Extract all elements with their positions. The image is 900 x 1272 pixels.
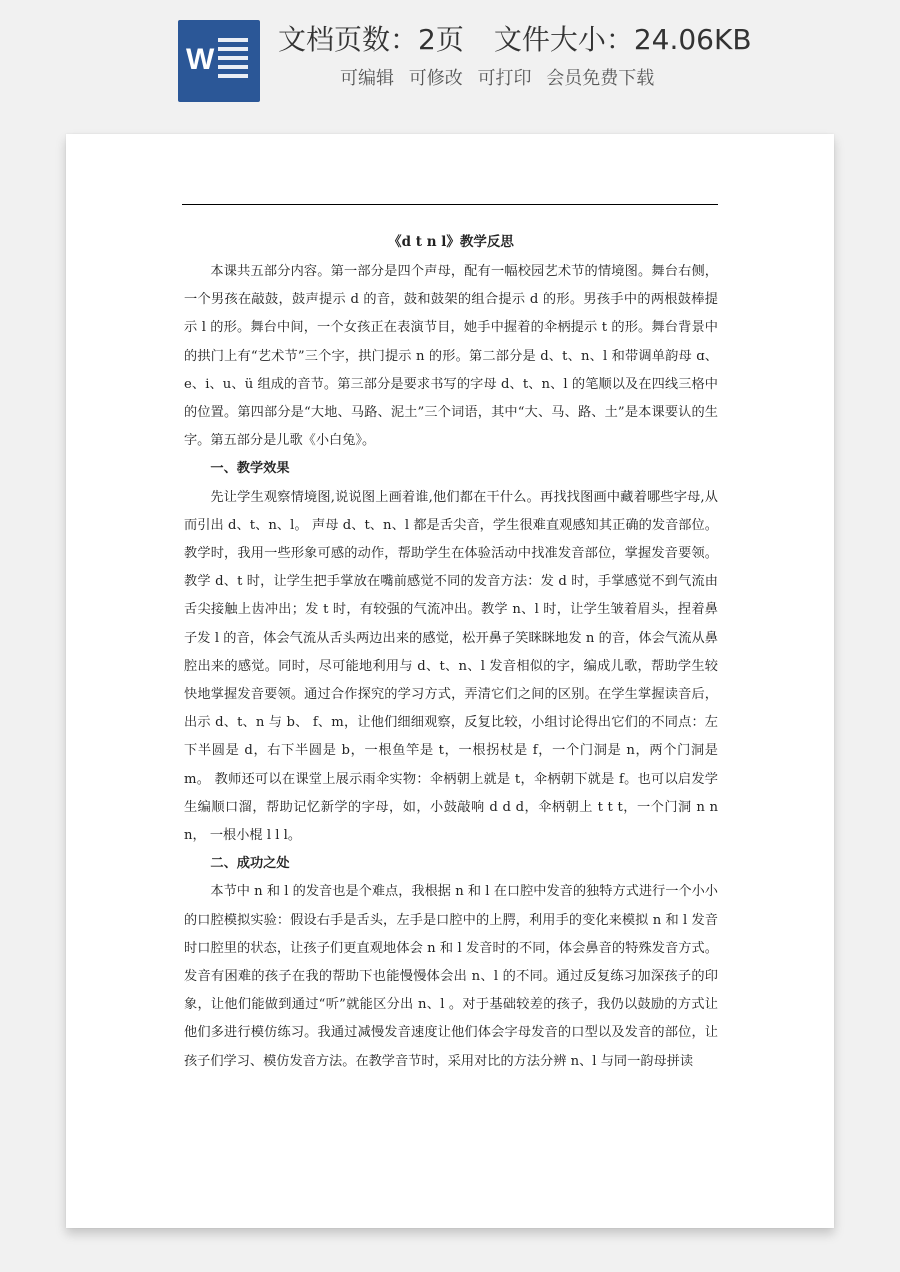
- section-heading-successes: 二、成功之处: [210, 856, 290, 872]
- word-icon-letter: W: [186, 43, 215, 76]
- document-page: [66, 134, 834, 1228]
- tag-modifiable: 可修改: [408, 68, 463, 89]
- tag-member-download: 会员免费下载: [546, 68, 655, 89]
- feature-tags: [340, 64, 820, 94]
- word-document-icon: [178, 20, 260, 102]
- document-info: [278, 18, 838, 62]
- header-rule: [182, 204, 718, 205]
- tag-printable: 可打印: [477, 68, 532, 89]
- tag-editable: 可编辑: [340, 68, 394, 89]
- document-title: 《d t n l》教学反思: [388, 234, 514, 250]
- document-lines-icon: [218, 38, 248, 84]
- document-body: [184, 226, 718, 1076]
- paragraph-effects: 先让学生观察情境图,说说图上画着谁,他们都在干什么。再找找图画中藏着哪些字母,从而引出 d、t、n、l。 声母 d、t、n、l 都是舌尖音，学生很难直观感知其正确的发音部位。教学时，我用一些形象可感的动作，帮助学生在体验活动中找准发音部位，掌握发音要领。教学 d、t 时，让学生把手掌放在嘴前感觉不同的发音方法：发 d 时，手掌感觉不到气流由舌尖接触上齿冲出；发 t 时，有较强的气流冲出。教学 n、l 时，让学生皱着眉头，捏着鼻子发 l 的音，体会气流从舌头两边出来的感觉，松开鼻子笑眯眯地发 n 的音，体会气流从鼻腔出来的感觉。同时，尽可能地利用与 d、t、n、l 发音相似的字，编成儿歌，帮助学生较快地掌握发音要领。通过合作探究的学习方式，弄清它们之间的区别。在学生掌握读音后，出示 d、t、n 与 b、 f、m，让他们细细观察，反复比较，小组讨论得出它们的不同点：左下半圆是 d，右下半圆是 b，一根鱼竿是 t，一根拐杖是 f，一个门洞是 n，两个门洞是 m。 教师还可以在课堂上展示雨伞实物：伞柄朝上就是 t，伞柄朝下就是 f。也可以启发学生编顺口溜，帮助记忆新学的字母，如，小鼓敲响 d d d，伞柄朝上 t t t，一个门洞 n n n， 一根小棍 l l l。: [184, 489, 718, 844]
- file-size: 文件大小：24.06KB: [493, 23, 752, 56]
- section-heading-effects: 一、教学效果: [210, 461, 290, 477]
- paragraph-intro: 本课共五部分内容。第一部分是四个声母，配有一幅校园艺术节的情境图。舞台右侧，一个男孩在敲鼓，鼓声提示 d 的音，鼓和鼓架的组合提示 d 的形。男孩手中的两根鼓棒提示 l 的形。舞台中间，一个女孩正在表演节目，她手中握着的伞柄提示 t 的形。舞台背景中的拱门上有“艺术节”三个字，拱门提示 n 的形。第二部分是 d、t、n、l 和带调单韵母 ɑ、e、i、u、ü 组成的音节。第三部分是要求书写的字母 d、t、n、l 的笔顺以及在四线三格中的位置。第四部分是“大地、马路、泥土”三个词语，其中“大、马、路、土”是本课要认的生字。第五部分是儿歌《小白兔》。: [184, 264, 718, 449]
- page-count: 文档页数：2页: [278, 23, 464, 56]
- download-banner: [0, 0, 900, 130]
- paragraph-successes: 本节中 n 和 l 的发音也是个难点，我根据 n 和 l 在口腔中发音的独特方式进行一个小小的口腔模拟实验：假设右手是舌头，左手是口腔中的上腭，利用手的变化来模拟 n 和 l 发音时口腔里的状态，让孩子们更直观地体会 n 和 l 发音时的不同，体会鼻音的特殊发音方式。发音有困难的孩子在我的帮助下也能慢慢体会出 n、l 的不同。通过反复练习加深孩子的印象，让他们能做到通过“听”就能区分出 n、l 。对于基础较差的孩子，我仍以鼓励的方式让他们多进行模仿练习。我通过减慢发音速度让他们体会字母发音的口型以及发音的部位，让孩子们学习、模仿发音方法。在教学音节时，采用对比的方法分辨 n、l 与同一韵母拼读: [184, 884, 718, 1069]
